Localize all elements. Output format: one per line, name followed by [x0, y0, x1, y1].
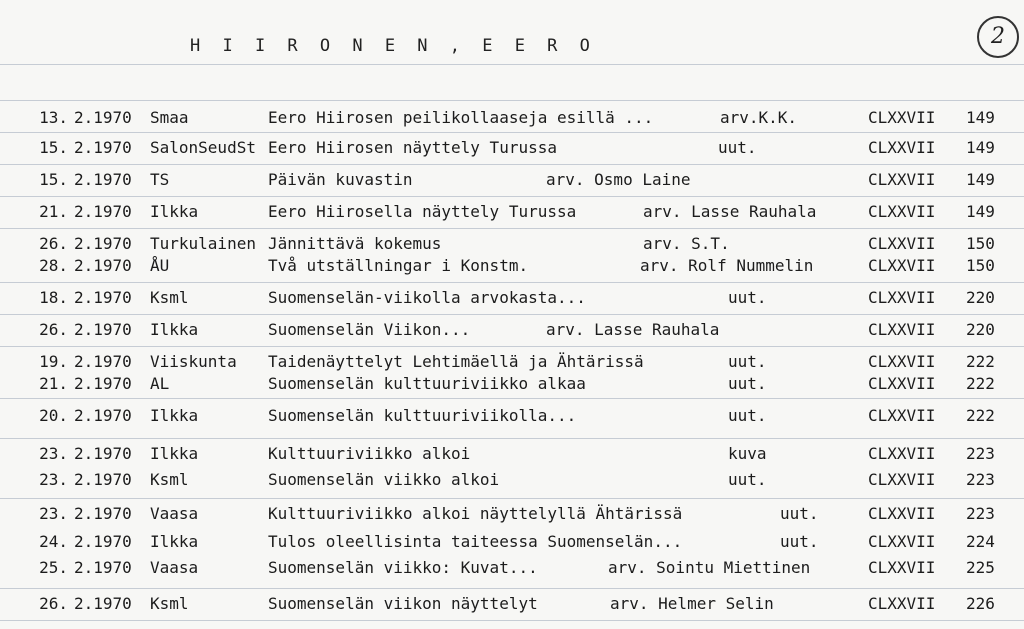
entry-volume: CLXXVII [868, 108, 936, 127]
list-item [0, 470, 1024, 492]
entry-source: AL [150, 374, 170, 393]
list-item [0, 202, 1024, 224]
entry-day: 25. [39, 558, 68, 577]
entry-date: 2.1970 [74, 532, 132, 551]
entry-volume: CLXXVII [868, 170, 936, 189]
entry-title: Kulttuuriviikko alkoi [268, 444, 471, 463]
list-item [0, 406, 1024, 428]
entry-source: Vaasa [150, 558, 199, 577]
entry-date: 2.1970 [74, 170, 132, 189]
ruled-line [0, 346, 1024, 347]
entry-day: 26. [39, 320, 68, 339]
entry-day: 23. [39, 444, 68, 463]
entry-volume: CLXXVII [868, 234, 936, 253]
entry-day: 23. [39, 470, 68, 489]
entry-date: 2.1970 [74, 234, 132, 253]
entry-page: 222 [966, 352, 995, 371]
entry-day: 26. [39, 594, 68, 613]
ruled-line [0, 100, 1024, 101]
entry-source: Turkulainen [150, 234, 256, 253]
entry-date: 2.1970 [74, 470, 132, 489]
list-item [0, 256, 1024, 278]
ruled-line [0, 64, 1024, 65]
entry-note: arv. Rolf Nummelin [640, 256, 814, 275]
entry-day: 19. [39, 352, 68, 371]
entry-page: 149 [966, 108, 995, 127]
entry-date: 2.1970 [74, 108, 132, 127]
entry-volume: CLXXVII [868, 374, 936, 393]
list-item [0, 170, 1024, 192]
entry-day: 20. [39, 406, 68, 425]
entry-page: 220 [966, 320, 995, 339]
list-item [0, 444, 1024, 466]
entry-page: 149 [966, 138, 995, 157]
entry-note: uut. [728, 406, 767, 425]
entry-note: uut. [780, 504, 819, 523]
entry-source: SalonSeudSt [150, 138, 256, 157]
entry-day: 18. [39, 288, 68, 307]
list-item [0, 558, 1024, 580]
page-number-badge: 2 [977, 16, 1019, 58]
entry-day: 26. [39, 234, 68, 253]
entry-note: kuva [728, 444, 767, 463]
entry-date: 2.1970 [74, 320, 132, 339]
list-item [0, 504, 1024, 526]
entry-source: Viiskunta [150, 352, 237, 371]
entry-title: Suomenselän kulttuuriviikko alkaa [268, 374, 586, 393]
entry-page: 220 [966, 288, 995, 307]
list-item [0, 288, 1024, 310]
entry-volume: CLXXVII [868, 444, 936, 463]
entry-date: 2.1970 [74, 256, 132, 275]
entry-title: Suomenselän viikon näyttelyt [268, 594, 538, 613]
entry-title: Päivän kuvastin [268, 170, 413, 189]
entry-source: Ilkka [150, 202, 199, 221]
entry-note: arv. Lasse Rauhala [546, 320, 720, 339]
entry-day: 21. [39, 374, 68, 393]
entry-day: 24. [39, 532, 68, 551]
entry-note: uut. [728, 288, 767, 307]
entry-volume: CLXXVII [868, 470, 936, 489]
list-item [0, 374, 1024, 396]
entry-note: arv. S.T. [643, 234, 730, 253]
entry-volume: CLXXVII [868, 320, 936, 339]
ruled-line [0, 498, 1024, 499]
entry-page: 149 [966, 202, 995, 221]
entry-day: 13. [39, 108, 68, 127]
entry-title: Eero Hiirosen näyttely Turussa [268, 138, 557, 157]
entry-page: 224 [966, 532, 995, 551]
entry-date: 2.1970 [74, 558, 132, 577]
ruled-line [0, 588, 1024, 589]
entry-title: Suomenselän Viikon... [268, 320, 471, 339]
entry-day: 15. [39, 170, 68, 189]
ruled-line [0, 620, 1024, 621]
entry-date: 2.1970 [74, 444, 132, 463]
entry-volume: CLXXVII [868, 594, 936, 613]
entry-title: Suomenselän-viikolla arvokasta... [268, 288, 586, 307]
entry-page: 223 [966, 444, 995, 463]
entry-date: 2.1970 [74, 202, 132, 221]
entry-page: 149 [966, 170, 995, 189]
entry-page: 150 [966, 256, 995, 275]
entry-page: 226 [966, 594, 995, 613]
list-item [0, 234, 1024, 256]
entry-note: arv. Sointu Miettinen [608, 558, 811, 577]
entry-volume: CLXXVII [868, 352, 936, 371]
entry-date: 2.1970 [74, 374, 132, 393]
entry-note: uut. [780, 532, 819, 551]
entry-date: 2.1970 [74, 352, 132, 371]
entry-date: 2.1970 [74, 406, 132, 425]
entry-note: arv. Osmo Laine [546, 170, 691, 189]
entry-page: 223 [966, 470, 995, 489]
entry-source: Ilkka [150, 406, 199, 425]
list-item [0, 108, 1024, 130]
entry-date: 2.1970 [74, 138, 132, 157]
entry-source: ÅU [150, 256, 170, 275]
entry-source: Ilkka [150, 532, 199, 551]
list-item [0, 352, 1024, 374]
entry-note: uut. [728, 374, 767, 393]
entry-source: Ksml [150, 470, 189, 489]
entry-source: Ilkka [150, 320, 199, 339]
entry-date: 2.1970 [74, 594, 132, 613]
ruled-line [0, 438, 1024, 439]
entry-page: 222 [966, 374, 995, 393]
entry-day: 23. [39, 504, 68, 523]
entry-source: Ksml [150, 594, 189, 613]
entry-page: 150 [966, 234, 995, 253]
list-item [0, 320, 1024, 342]
entry-source: Vaasa [150, 504, 199, 523]
entry-note: arv. Lasse Rauhala [643, 202, 817, 221]
entry-source: Ilkka [150, 444, 199, 463]
entry-title: Eero Hiirosen peilikollaaseja esillä ... [268, 108, 654, 127]
entry-title: Två utställningar i Konstm. [268, 256, 529, 275]
entry-title: Tulos oleellisinta taiteessa Suomenselän... [268, 532, 683, 551]
entry-source: TS [150, 170, 170, 189]
entry-date: 2.1970 [74, 504, 132, 523]
page-title: H I I R O N E N , E E R O [190, 36, 596, 56]
entry-note: uut. [718, 138, 757, 157]
entry-volume: CLXXVII [868, 504, 936, 523]
entry-title: Kulttuuriviikko alkoi näyttelyllä Ähtärissä [268, 504, 683, 523]
entry-source: Ksml [150, 288, 189, 307]
entry-page: 222 [966, 406, 995, 425]
ruled-line [0, 398, 1024, 399]
entry-note: uut. [728, 352, 767, 371]
ruled-line [0, 228, 1024, 229]
entry-date: 2.1970 [74, 288, 132, 307]
ruled-line [0, 314, 1024, 315]
entry-volume: CLXXVII [868, 558, 936, 577]
entry-note: arv.K.K. [720, 108, 798, 127]
entry-title: Suomenselän viikko alkoi [268, 470, 500, 489]
entry-title: Taidenäyttelyt Lehtimäellä ja Ähtärissä [268, 352, 644, 371]
ruled-line [0, 164, 1024, 165]
entry-title: Eero Hiirosella näyttely Turussa [268, 202, 577, 221]
entry-title: Suomenselän viikko: Kuvat... [268, 558, 538, 577]
entry-note: arv. Helmer Selin [610, 594, 774, 613]
entry-day: 28. [39, 256, 68, 275]
entry-note: uut. [728, 470, 767, 489]
entry-volume: CLXXVII [868, 256, 936, 275]
entry-page: 223 [966, 504, 995, 523]
list-item [0, 138, 1024, 160]
entry-volume: CLXXVII [868, 138, 936, 157]
ruled-line [0, 196, 1024, 197]
entry-day: 21. [39, 202, 68, 221]
entry-title: Suomenselän kulttuuriviikolla... [268, 406, 577, 425]
entry-page: 225 [966, 558, 995, 577]
entry-volume: CLXXVII [868, 202, 936, 221]
ruled-line [0, 132, 1024, 133]
entry-volume: CLXXVII [868, 406, 936, 425]
ruled-line [0, 282, 1024, 283]
entry-title: Jännittävä kokemus [268, 234, 442, 253]
list-item [0, 532, 1024, 554]
list-item [0, 594, 1024, 616]
entry-source: Smaa [150, 108, 189, 127]
entry-volume: CLXXVII [868, 288, 936, 307]
entry-day: 15. [39, 138, 68, 157]
entry-volume: CLXXVII [868, 532, 936, 551]
